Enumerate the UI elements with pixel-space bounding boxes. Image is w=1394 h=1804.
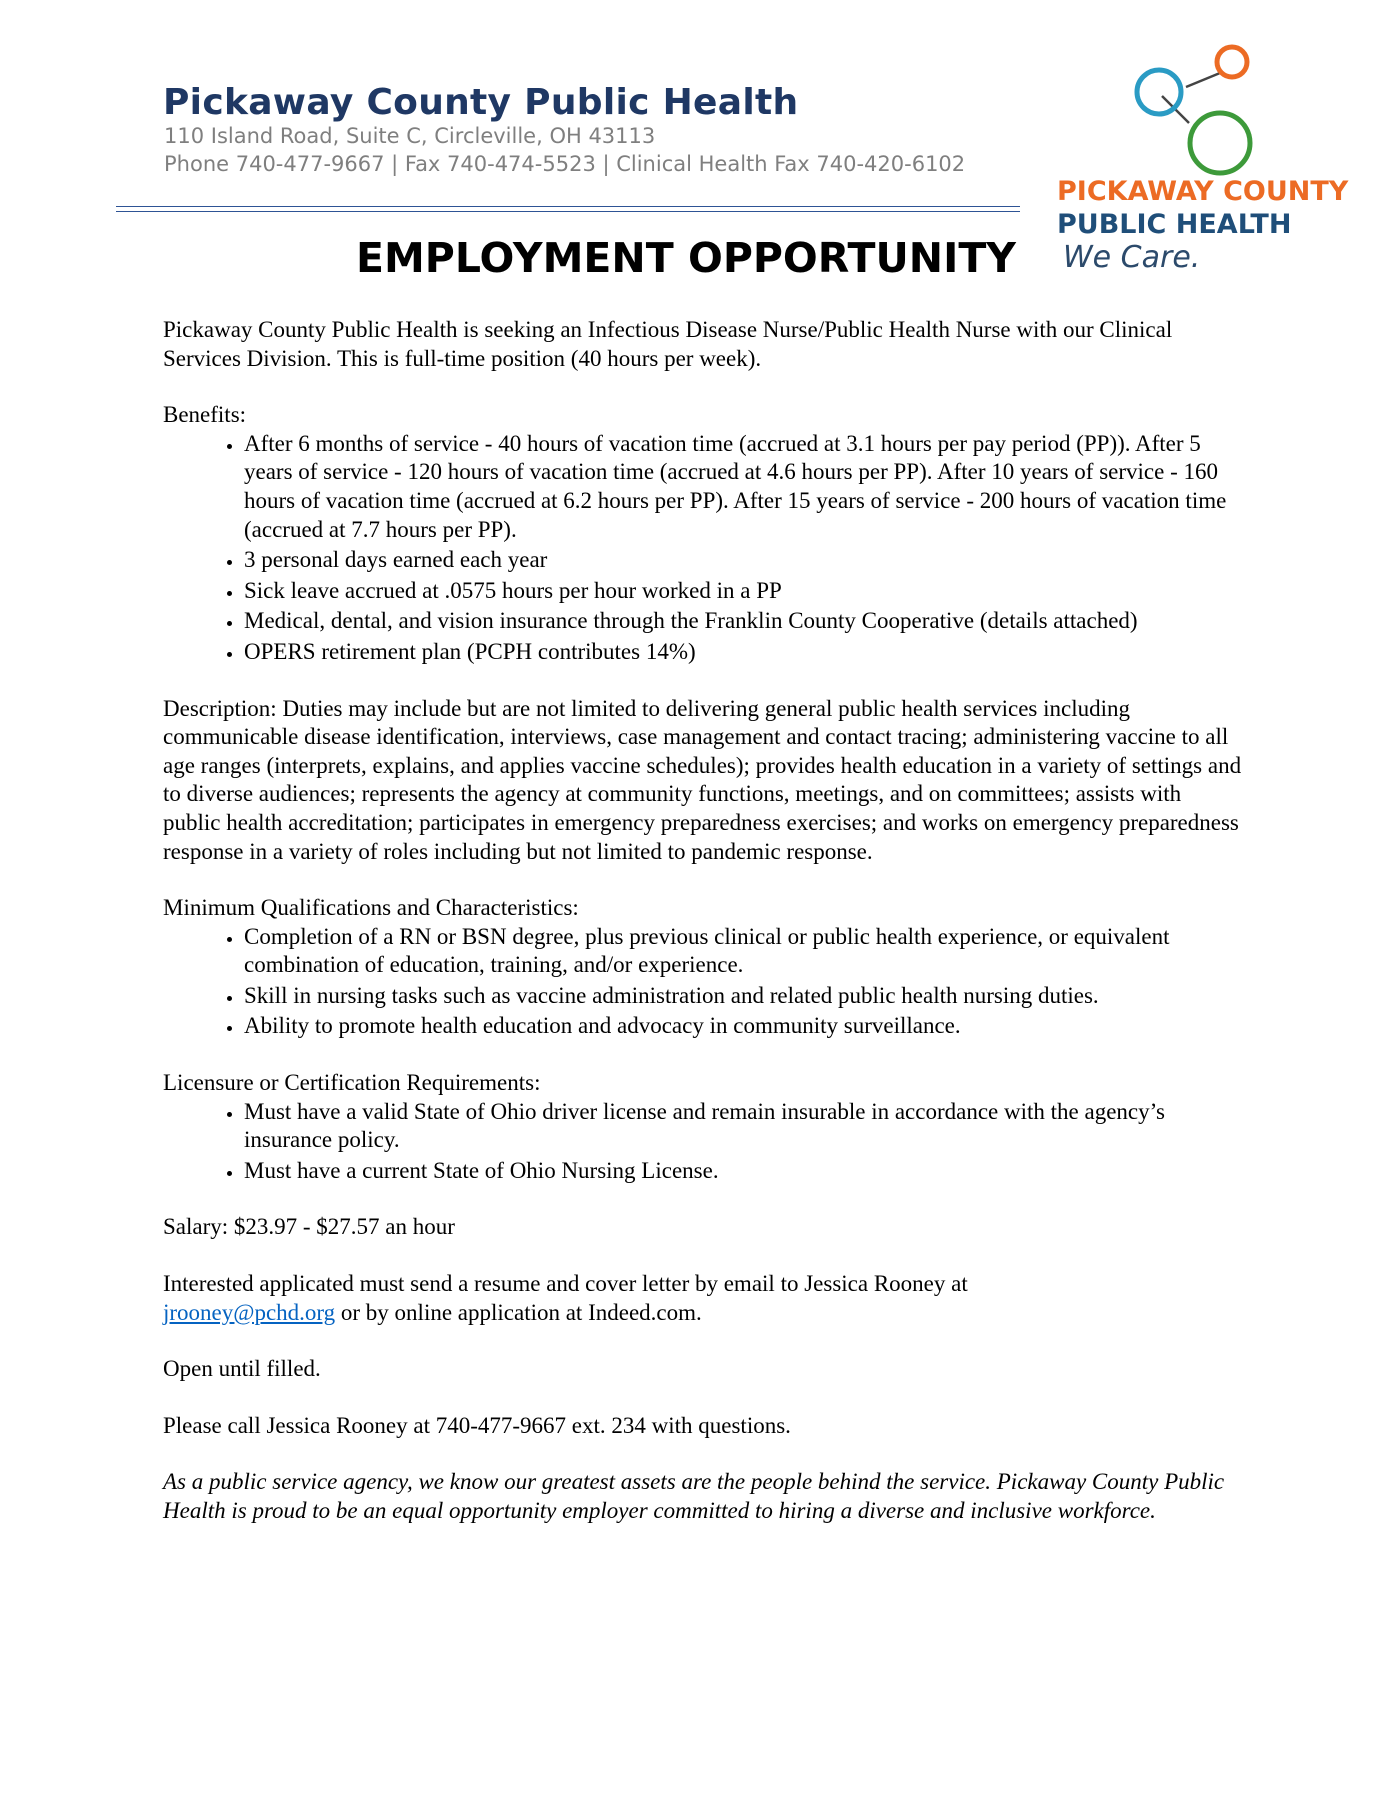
licensure-heading: Licensure or Certification Requirements: (163, 1070, 541, 1096)
eeo-statement: As a public service agency, we know our greatest assets are the people behind the service. Pickaway County Public Health is proud to be an equal opportunity employer committed to hiring a diverse and inclusive workforce. (163, 1469, 1225, 1523)
benefits-list (163, 430, 1243, 667)
logo-circles-icon (1122, 36, 1292, 176)
org-phone-line: Phone 740-477-9667 | Fax 740-474-5523 | Clinical Health Fax 740-420-6102 (164, 152, 966, 176)
open-status: Open until filled. (163, 1356, 321, 1382)
document-body (163, 316, 1243, 1554)
list-item: • Ability to promote health education and advocacy in community surveillance. (244, 1012, 1243, 1041)
list-item: • Medical, dental, and vision insurance through the Franklin County Cooperative (details attached) (244, 607, 1243, 636)
logo (1057, 36, 1357, 296)
apply-text-after: or by online application at Indeed.com. (335, 1299, 702, 1325)
list-item: • Sick leave accrued at .0575 hours per hour worked in a PP (244, 577, 1243, 606)
header-divider-bottom (116, 211, 1020, 212)
list-item: • 3 personal days earned each year (244, 546, 1243, 575)
contact-line: Please call Jessica Rooney at 740-477-9667 ext. 234 with questions. (163, 1412, 791, 1438)
email-link[interactable]: jrooney@pchd.org (163, 1299, 336, 1325)
list-item: • Must have a current State of Ohio Nursing License. (244, 1157, 1243, 1186)
list-item: • Skill in nursing tasks such as vaccine administration and related public health nursing duties. (244, 982, 1243, 1011)
list-item: • OPERS retirement plan (PCPH contributes 14%) (244, 638, 1243, 667)
qualifications-list (163, 923, 1243, 1041)
list-item: • After 6 months of service - 40 hours of vacation time (accrued at 3.1 hours per pay period (PP)). After 5 years of service - 120 hours of vacation time (accrued at 4.6 hours per PP). After 10 years of service - 160 hours of vacation time (accrued at 6.2 hours per PP). After 15 years of service - 200 hours of vacation time (accrued at 7.7 hours per PP). (244, 430, 1243, 544)
document-title: EMPLOYMENT OPPORTUNITY (356, 234, 1016, 282)
licensure-list (163, 1098, 1243, 1186)
intro-paragraph: Pickaway County Public Health is seeking an Infectious Disease Nurse/Public Health Nurse with our Clinical Services Division. This is full-time position (40 hours per week). (163, 317, 1173, 371)
qualifications-heading: Minimum Qualifications and Characteristics: (163, 895, 579, 921)
logo-text-line1: PICKAWAY COUNTY (1057, 176, 1349, 207)
org-address: 110 Island Road, Suite C, Circleville, OH 43113 (164, 124, 656, 148)
apply-paragraph (163, 1270, 1243, 1327)
logo-tagline: We Care. (1063, 240, 1201, 275)
description-paragraph: Description: Duties may include but are not limited to delivering general public health services including communicable disease identification, interviews, case management and contact tracing; administering vaccine to all age ranges (interprets, explains, and applies vaccine schedules); provides health education in a variety of settings and to diverse audiences; represents the agency at community functions, meetings, and on committees; assists with public health accreditation; participates in emergency preparedness exercises; and works on emergency preparedness response in a variety of roles including but not limited to pandemic response. (163, 695, 1242, 864)
header-divider-top (116, 206, 1020, 207)
org-name: Pickaway County Public Health (163, 82, 799, 123)
apply-text: Interested applicated must send a resume and cover letter by email to Jessica Rooney at (163, 1271, 968, 1297)
list-item: • Must have a valid State of Ohio driver license and remain insurable in accordance with the agency’s insurance policy. (244, 1098, 1243, 1155)
salary-line: Salary: $23.97 - $27.57 an hour (163, 1214, 455, 1240)
list-item: • Completion of a RN or BSN degree, plus previous clinical or public health experience, or equivalent combination of education, training, and/or experience. (244, 923, 1243, 980)
logo-text-line2: PUBLIC HEALTH (1057, 209, 1292, 240)
benefits-heading: Benefits: (163, 402, 247, 428)
